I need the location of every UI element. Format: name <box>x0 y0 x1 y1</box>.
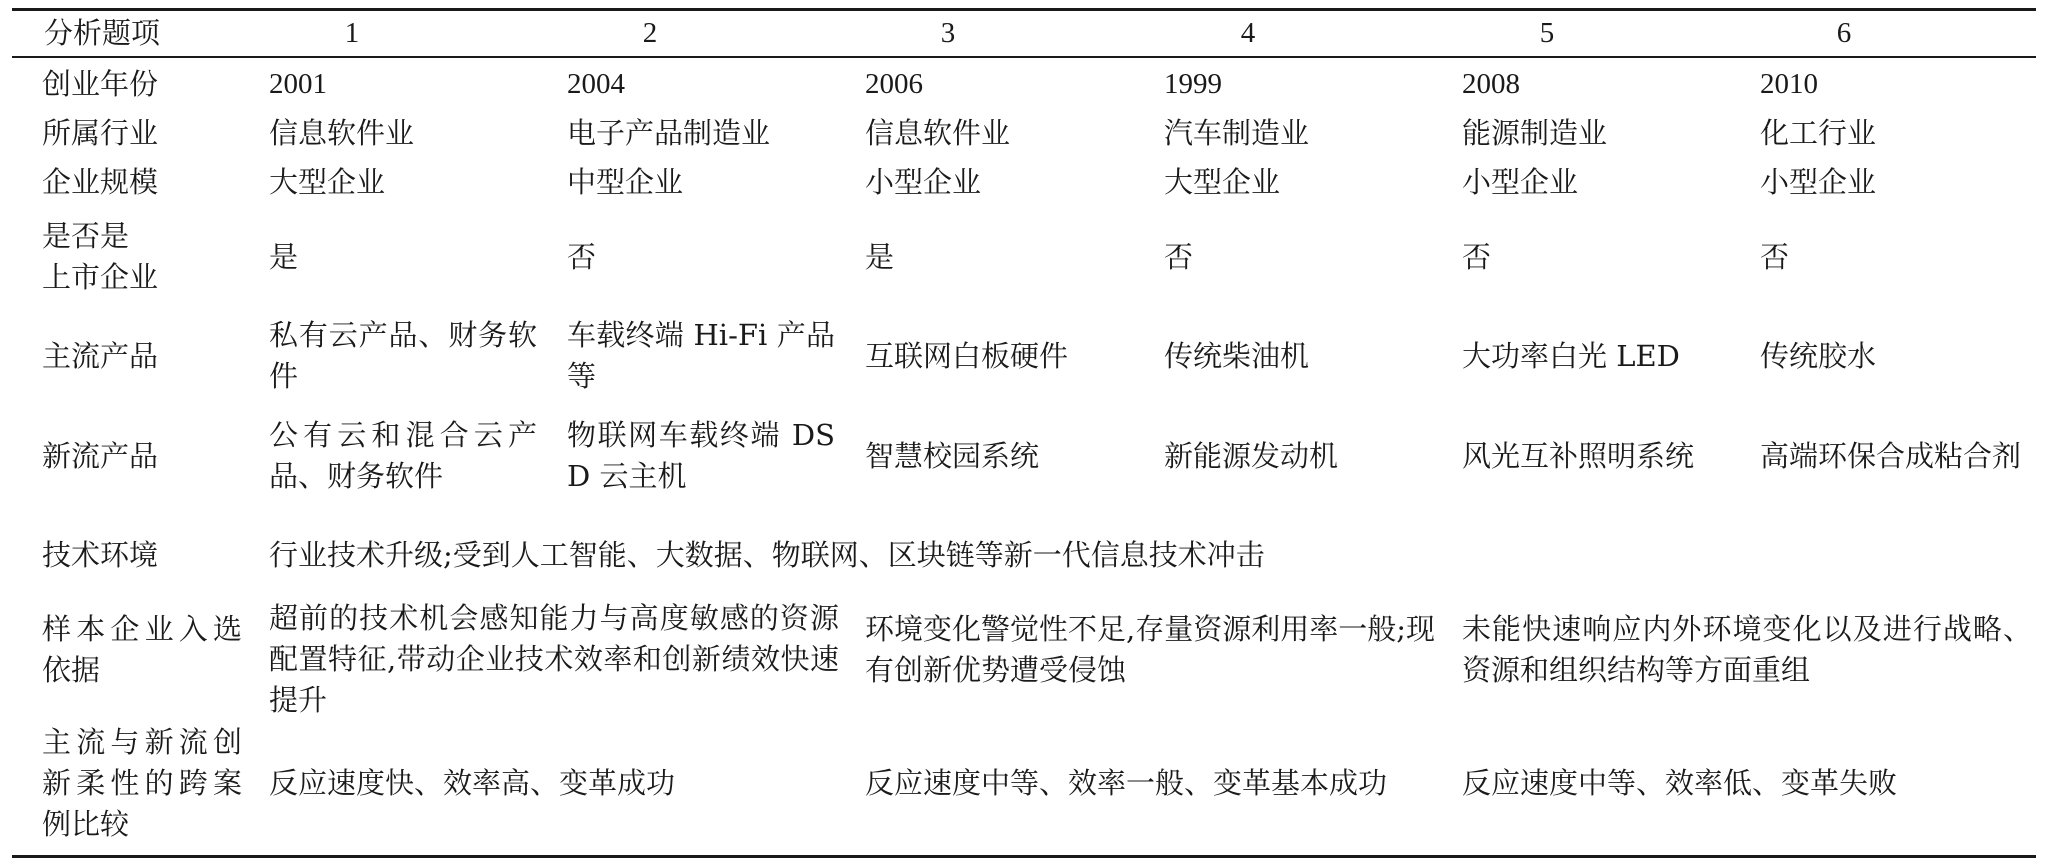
comparison-group-3: 反应速度中等、效率低、变革失败 <box>1462 765 1898 800</box>
scale-6: 小型企业 <box>1760 164 1877 199</box>
industry-2: 电子产品制造业 <box>567 115 771 150</box>
row-label-listed-line-2: 上市企业 <box>42 260 159 294</box>
header-col-6: 6 <box>1836 17 1852 49</box>
founding-year-3: 2006 <box>865 67 923 100</box>
header-col-5: 5 <box>1539 17 1555 49</box>
founding-year-5: 2008 <box>1462 67 1520 100</box>
industry-5: 能源制造业 <box>1462 115 1608 150</box>
table-header-rule <box>12 56 2036 58</box>
comparison-group-1: 反应速度快、效率高、变革成功 <box>269 765 676 800</box>
selection-basis-group-1: 超前的技术机会感知能力与高度敏感的资源配置特征,带动企业技术效率和创新绩效快速提升 <box>269 600 839 717</box>
row-label-comparison: 主流与新流创新柔性的跨案例比较 <box>42 724 242 841</box>
industry-1: 信息软件业 <box>269 115 415 150</box>
listed-2: 否 <box>567 239 597 274</box>
founding-year-2: 2004 <box>567 67 625 100</box>
scale-4: 大型企业 <box>1164 164 1281 199</box>
listed-4: 否 <box>1164 239 1194 274</box>
selection-basis-group-2: 环境变化警觉性不足,存量资源利用率一般;现有创新优势遭受侵蚀 <box>865 612 1435 687</box>
founding-year-4: 1999 <box>1164 67 1222 100</box>
mainstream-product-1: 私有云产品、财务软件 <box>269 318 537 393</box>
new-product-5: 风光互补照明系统 <box>1462 438 1695 473</box>
row-label-new-product: 新流产品 <box>42 438 159 473</box>
table-bottom-rule <box>12 855 2036 858</box>
case-comparison-table <box>12 0 2036 864</box>
listed-1: 是 <box>269 239 299 274</box>
mainstream-product-4: 传统柴油机 <box>1164 338 1310 373</box>
row-label-mainstream-product: 主流产品 <box>42 338 159 373</box>
header-label: 分析题项 <box>43 16 160 50</box>
row-label-scale: 企业规模 <box>42 164 159 199</box>
industry-3: 信息软件业 <box>865 115 1011 150</box>
row-label-selection-basis: 样本企业入选依据 <box>42 612 242 687</box>
row-label-founding-year: 创业年份 <box>42 66 159 101</box>
comparison-group-2: 反应速度中等、效率一般、变革基本成功 <box>865 765 1388 800</box>
mainstream-product-3: 互联网白板硬件 <box>865 338 1069 373</box>
new-product-4: 新能源发动机 <box>1164 438 1339 473</box>
header-col-1: 1 <box>344 17 360 49</box>
scale-1: 大型企业 <box>269 164 386 199</box>
scale-3: 小型企业 <box>865 164 982 199</box>
header-col-2: 2 <box>642 17 658 49</box>
row-label-listed <box>42 211 212 303</box>
new-product-1: 公有云和混合云产品、财务软件 <box>269 418 537 493</box>
founding-year-6: 2010 <box>1760 67 1818 100</box>
row-label-listed-line-1: 是否是 <box>42 219 130 253</box>
industry-4: 汽车制造业 <box>1164 115 1310 150</box>
tech-env-value: 行业技术升级;受到人工智能、大数据、物联网、区块链等新一代信息技术冲击 <box>269 537 1265 572</box>
mainstream-product-5: 大功率白光 LED <box>1462 338 1680 373</box>
mainstream-product-2: 车载终端 Hi-Fi 产品等 <box>567 318 835 393</box>
mainstream-product-6: 传统胶水 <box>1760 338 1877 373</box>
listed-5: 否 <box>1462 239 1492 274</box>
founding-year-1: 2001 <box>269 67 327 100</box>
row-label-industry: 所属行业 <box>42 115 159 150</box>
industry-6: 化工行业 <box>1760 115 1877 150</box>
listed-3: 是 <box>865 239 895 274</box>
new-product-6: 高端环保合成粘合剂 <box>1760 438 2022 473</box>
scale-5: 小型企业 <box>1462 164 1579 199</box>
header-col-4: 4 <box>1240 17 1256 49</box>
row-label-tech-env: 技术环境 <box>42 537 159 572</box>
scale-2: 中型企业 <box>567 164 684 199</box>
header-col-3: 3 <box>940 17 956 49</box>
listed-6: 否 <box>1760 239 1790 274</box>
new-product-3: 智慧校园系统 <box>865 438 1040 473</box>
selection-basis-group-3: 未能快速响应内外环境变化以及进行战略、资源和组织结构等方面重组 <box>1462 612 2032 687</box>
new-product-2: 物联网车载终端 DSD 云主机 <box>567 418 835 493</box>
